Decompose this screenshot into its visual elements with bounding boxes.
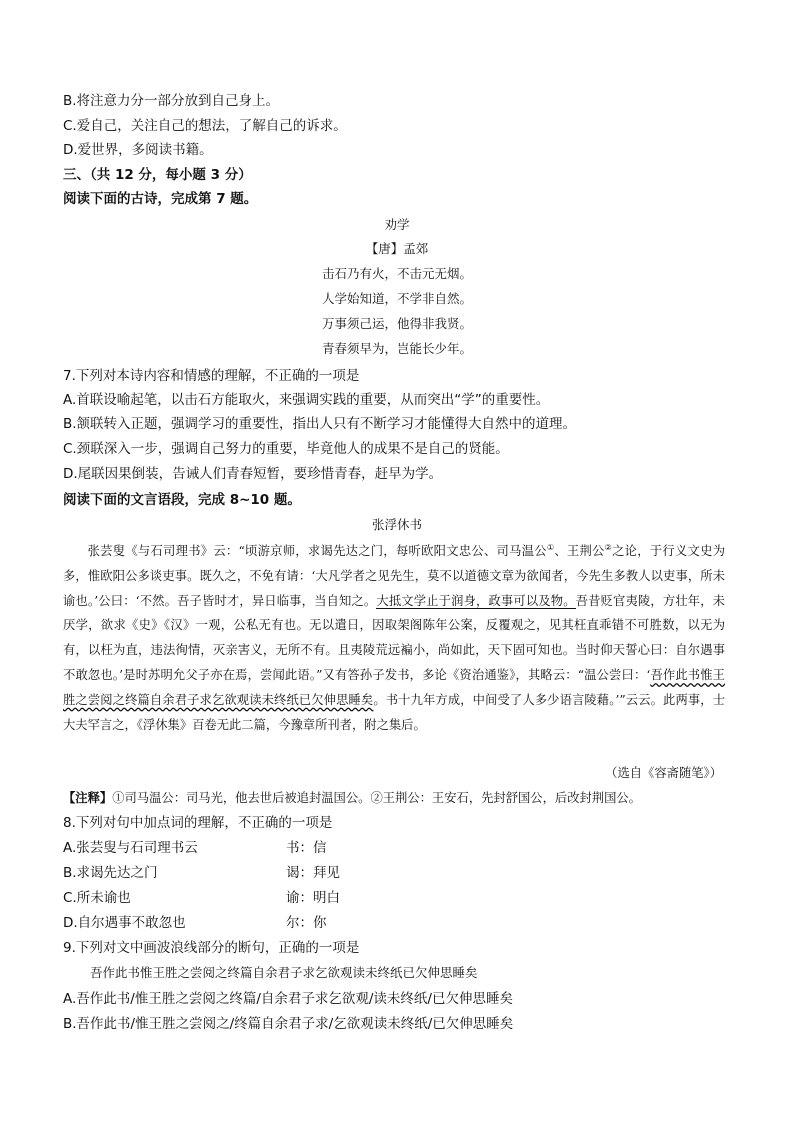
q9-option-a: A.吾作此书/惟王胜之尝阅之终篇/自余君子求乞欲观/读未终纸/已欠伸思睡矣 [63, 991, 513, 1007]
q8-option-text: A.张芸叟与石司理书云 [63, 840, 198, 856]
poem-line: 人学始知道，不学非自然。 [321, 291, 472, 306]
q7-option-a: A.首联设喻起笔，以击石方能取火，来强调实践的重要，从而突出“学”的重要性。 [63, 392, 550, 408]
q8-option-gloss: 谒：拜见 [286, 865, 340, 881]
passage-text: 之论，于行义文史为多，惟欧阳公多谈吏事。既久之，不免有请：‘大凡学者之见先生，莫不以道德文章为欲闻者，今先生多教人以吏事，所未谕也。’公曰：‘不然。吾子皆时才，异日临事，当自知之。 [63, 544, 725, 608]
q8-option-text: C.所未谕也 [63, 890, 131, 906]
section-heading: 三、（共 12 分，每小题 3 分） [63, 167, 252, 183]
q6-option-b: B.将注意力分一部分放到自己身上。 [63, 93, 280, 109]
passage-notes [63, 789, 641, 807]
q7-option-c: C.颈联深入一步，强调自己努力的重要，毕竟他人的成果不是自己的贤能。 [63, 441, 509, 457]
q7-option-d: D.尾联因果倒装，告诫人们青春短暂，要珍惜青春，赶早为学。 [63, 466, 443, 482]
q8-option-gloss: 尔：你 [286, 915, 327, 931]
q6-option-d: D.爱世界，多阅读书籍。 [63, 142, 213, 158]
q7-option-b: B.颔联转入正题，强调学习的重要性，指出人只有不断学习才能懂得大自然中的道理。 [63, 416, 577, 432]
classical-title: 张浮休书 [371, 517, 422, 532]
footnote-mark: ① [546, 543, 555, 552]
q9-option-b: B.吾作此书/惟王胜之尝阅之/终篇自余君子求/乞欲观读未终纸/已欠伸思睡矣 [63, 1016, 514, 1032]
q8-option-gloss: 谕：明白 [286, 890, 340, 906]
classical-passage [63, 536, 725, 737]
poem-author: 【唐】孟郊 [365, 241, 429, 256]
poem-line: 击石乃有火，不击元无烟。 [321, 266, 472, 281]
note-text: ①司马温公：司马光，他去世后被追封温国公。②王荆公：王安石，先封舒国公，后改封荆国公。 [112, 791, 641, 805]
underlined-sentence: 大抵文学止于润身，政事可以及物。 [376, 593, 576, 608]
poem-line: 青春须早为，岂能长少年。 [321, 341, 472, 356]
passage-text: 。书十九年方成，中间受了人多少语言陵藉。’”云云。此两事，士大夫罕言之，《浮休集》百卷无此二篇，今豫章所刊者，附之集后。 [63, 692, 725, 732]
wavy-underlined-sentence: 吾作此书惟王胜之尝阅之终篇自余君子求乞欲观读未终纸已欠伸思睡矣 [63, 668, 725, 707]
q8-option-row [63, 888, 663, 908]
classical-instruction: 阅读下面的文言语段，完成 8~10 题。 [63, 492, 301, 508]
q8-stem: 8.下列对句中加点词的理解，不正确的一项是 [63, 815, 333, 831]
note-label: 【注释】 [63, 791, 113, 805]
passage-source: （选自《容斋随笔》） [605, 766, 722, 780]
q8-option-gloss: 书：信 [286, 840, 327, 856]
passage-text: 张芸叟《与石司理书》云：“顷游京师，求谒先达之门，每听欧阳文忠公、司马温公 [87, 544, 547, 559]
q8-option-row [63, 913, 663, 933]
q7-stem: 7.下列对本诗内容和情感的理解，不正确的一项是 [63, 368, 360, 384]
q8-option-text: D.自尔遇事不敢忽也 [63, 915, 186, 931]
poem-instruction: 阅读下面的古诗，完成第 7 题。 [63, 191, 258, 207]
q9-sentence: 吾作此书惟王胜之尝阅之终篇自余君子求乞欲观读未终纸已欠伸思睡矣 [90, 965, 478, 980]
q8-option-row [63, 863, 663, 883]
passage-text: 吾昔贬官夷陵，方壮年，未厌学，欲求《史》《汉》一观，公私无有也。无以遣日，因取架阁陈年公案，反覆观之，见其枉直乖错不可胜数，以无为有，以枉为直，违法徇情，灭亲害义，无所不有。且夷陵荒远褊小，尚如此，天下固可知也。当时仰天誓心曰：自尔遇事不敢忽也。’是时苏明允父子亦在焉，尝闻此语。”又有答孙子发书，多论《资治通鉴》，其略云：“温公尝曰：‘ [63, 593, 725, 683]
q6-option-c: C.爱自己，关注自己的想法，了解自己的诉求。 [63, 118, 347, 134]
poem-line: 万事须己运，他得非我贤。 [321, 316, 472, 331]
footnote-mark: ② [604, 543, 613, 552]
passage-text: 、王荆公 [554, 544, 605, 559]
q9-stem: 9.下列对文中画波浪线部分的断句，正确的一项是 [63, 940, 360, 956]
poem-title: 劝学 [384, 217, 410, 232]
q8-option-text: B.求谒先达之门 [63, 865, 158, 881]
q8-option-row [63, 838, 663, 858]
